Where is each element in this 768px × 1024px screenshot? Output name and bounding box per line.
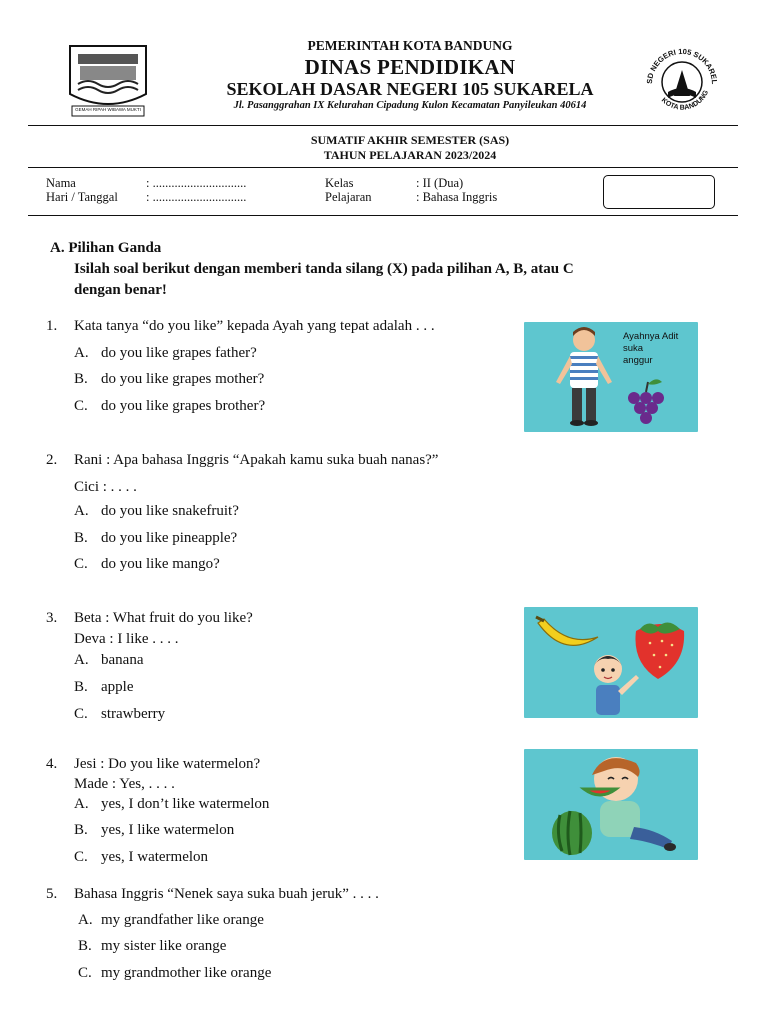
q5-option-b-letter[interactable]: B. (78, 938, 92, 954)
q5-option-c-text[interactable]: my grandmother like orange (101, 965, 272, 981)
q1-option-a-text[interactable]: do you like grapes father? (101, 345, 257, 361)
exam-divider (28, 167, 738, 168)
question-1-number: 1. (46, 318, 58, 334)
q3-option-c-text[interactable]: strawberry (101, 706, 166, 722)
section-instruction-1: Isilah soal berikut dengan memberi tanda silang (X) pada pilihan A, B, atau C (74, 261, 574, 277)
q2-option-a-text[interactable]: do you like snakefruit? (101, 503, 239, 519)
pelajaran-value: : Bahasa Inggris (416, 190, 498, 204)
left-logo (68, 44, 148, 120)
logo-ribbon-text: GEMAH RIPAH WIBAWA MUKTI (75, 107, 141, 112)
q1-option-c-letter[interactable]: C. (74, 398, 88, 414)
q1-option-b-letter[interactable]: B. (74, 371, 88, 387)
question-3-text-1: Beta : What fruit do you like? (74, 610, 253, 626)
question-1-image (524, 322, 698, 432)
q4-option-c-letter[interactable]: C. (74, 849, 88, 865)
section-title: A. Pilihan Ganda (50, 240, 162, 256)
q3-option-b-letter[interactable]: B. (74, 679, 88, 695)
header-school-name: SEKOLAH DASAR NEGERI 105 SUKARELA (226, 79, 594, 99)
question-2-number: 2. (46, 452, 58, 468)
info-divider (28, 215, 738, 216)
pelajaran-label: Pelajaran (325, 190, 372, 204)
section-instruction-2: dengan benar! (74, 282, 167, 298)
header-department: DINAS PENDIDIKAN (304, 55, 516, 79)
question-4-text-1: Jesi : Do you like watermelon? (74, 756, 261, 772)
q2-option-c-letter[interactable]: C. (74, 556, 88, 572)
q3-option-c-letter[interactable]: C. (74, 706, 88, 722)
question-1-text: Kata tanya “do you like” kepada Ayah yang tepat adalah . . . (74, 318, 435, 334)
question-4-text-2: Made : Yes, . . . . (74, 776, 175, 792)
q1-option-c-text[interactable]: do you like grapes brother? (101, 398, 266, 414)
boy-eating-watermelon-icon (524, 749, 698, 860)
q5-option-b-text[interactable]: my sister like orange (101, 938, 227, 954)
question-5-number: 5. (46, 886, 58, 902)
kelas-value: : II (Dua) (416, 176, 464, 190)
question-3-image (524, 607, 698, 718)
header-address: Jl. Pasanggrahan IX Kelurahan Cipadung Kulon Kecamatan Panyileukan 40614 (233, 100, 587, 111)
q2-option-b-letter[interactable]: B. (74, 530, 88, 546)
question-1-caption-1: Ayahnya Adit (623, 331, 679, 342)
hari-value[interactable]: : .............................. (146, 190, 247, 204)
question-2-text-2: Cici : . . . . (74, 479, 137, 495)
q2-option-b-text[interactable]: do you like pineapple? (101, 530, 238, 546)
q5-option-a-text[interactable]: my grandfather like orange (101, 912, 264, 928)
q3-option-a-letter[interactable]: A. (74, 652, 89, 668)
exam-title: SUMATIF AKHIR SEMESTER (SAS) (310, 133, 510, 147)
nama-label: Nama (46, 176, 76, 190)
q4-option-b-text[interactable]: yes, I like watermelon (101, 822, 235, 838)
q2-option-a-letter[interactable]: A. (74, 503, 89, 519)
q3-option-a-text[interactable]: banana (101, 652, 144, 668)
question-2-text-1: Rani : Apa bahasa Inggris “Apakah kamu suka buah nanas?” (74, 452, 439, 468)
q3-option-b-text[interactable]: apple (101, 679, 134, 695)
q4-option-a-letter[interactable]: A. (74, 796, 89, 812)
school-logo-top-text: SD NEGERI 105 SUKAREL (644, 46, 720, 85)
school-logo-bottom-text: KOTA BANDUNG (659, 89, 711, 112)
boy-banana-strawberry-icon (524, 607, 698, 718)
right-logo (640, 40, 724, 124)
hari-label: Hari / Tanggal (46, 190, 118, 204)
header-government: PEMERINTAH KOTA BANDUNG (307, 38, 513, 53)
question-5-text: Bahasa Inggris “Nenek saya suka buah jeruk” . . . . (74, 886, 379, 902)
question-3-number: 3. (46, 610, 58, 626)
question-4-image (524, 749, 698, 860)
question-1-caption-3: anggur (623, 355, 653, 366)
nama-value[interactable]: : .............................. (146, 176, 247, 190)
q1-option-a-letter[interactable]: A. (74, 345, 89, 361)
question-3-text-2: Deva : I like . . . . (74, 631, 179, 647)
q5-option-a-letter[interactable]: A. (78, 912, 93, 928)
question-1-caption-2: suka (623, 343, 644, 354)
q4-option-a-text[interactable]: yes, I don’t like watermelon (101, 796, 270, 812)
q4-option-b-letter[interactable]: B. (74, 822, 88, 838)
school-emblem-icon (640, 40, 724, 124)
exam-year: TAHUN PELAJARAN 2023/2024 (323, 148, 497, 162)
header-divider (28, 125, 738, 126)
question-4-number: 4. (46, 756, 58, 772)
q5-option-c-letter[interactable]: C. (78, 965, 92, 981)
q4-option-c-text[interactable]: yes, I watermelon (101, 849, 209, 865)
kelas-label: Kelas (325, 176, 354, 190)
score-box[interactable] (603, 175, 715, 209)
q2-option-c-text[interactable]: do you like mango? (101, 556, 220, 572)
q1-option-b-text[interactable]: do you like grapes mother? (101, 371, 265, 387)
